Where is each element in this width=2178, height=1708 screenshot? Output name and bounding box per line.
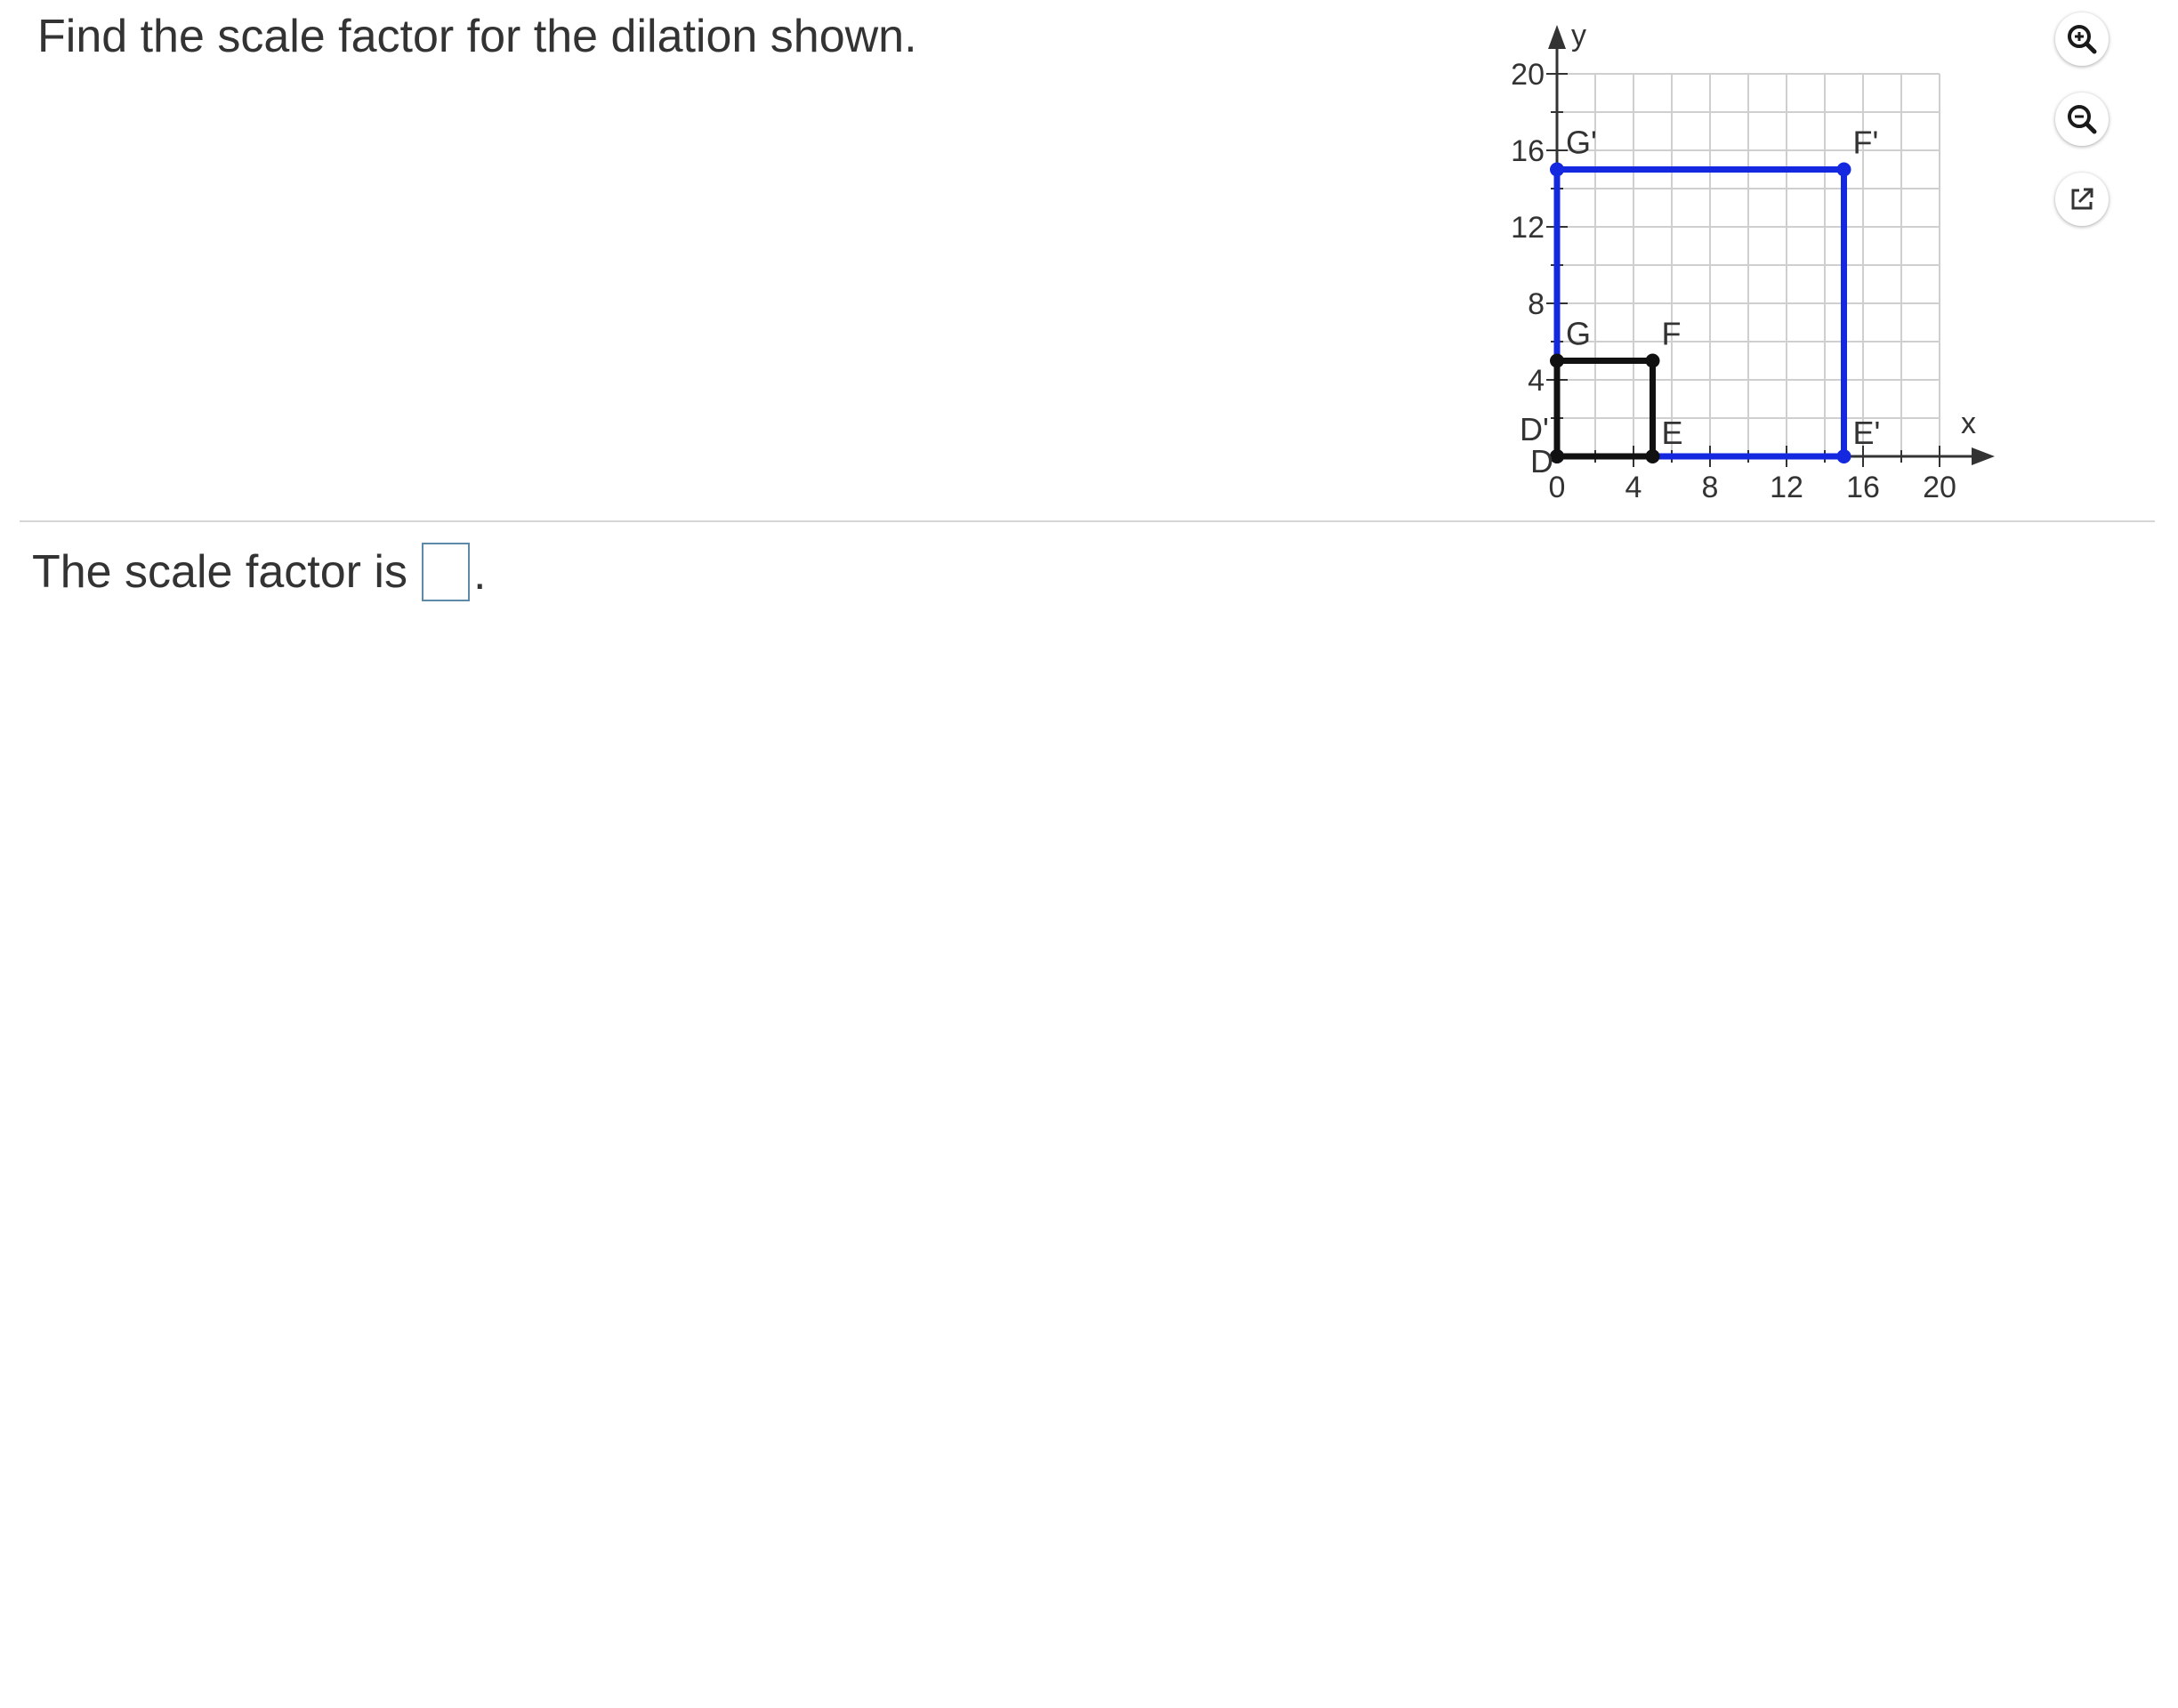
vertex-point [1550, 354, 1564, 368]
zoom-in-icon [2064, 21, 2100, 57]
labels [1511, 19, 1976, 504]
image-square [1557, 170, 1844, 457]
y-tick-label: 20 [1511, 58, 1545, 92]
popout-button[interactable] [2055, 173, 2109, 226]
vertex-point [1550, 163, 1564, 177]
zoom-in-button[interactable] [2055, 12, 2109, 66]
popout-icon [2064, 181, 2100, 217]
coordinate-plane [1468, 9, 2020, 525]
dilation-graph [1468, 9, 2020, 525]
vertex-label: F [1661, 315, 1682, 352]
axes [1548, 25, 1995, 465]
vertex-label: F' [1852, 124, 1879, 161]
original-square [1557, 361, 1653, 457]
x-tick-label: 4 [1625, 471, 1642, 504]
vertex-point [1837, 449, 1851, 463]
zoom-out-button[interactable] [2055, 93, 2109, 146]
x-tick-label: 8 [1701, 471, 1719, 504]
y-axis-arrow [1548, 25, 1566, 49]
vertex-label: G [1566, 315, 1592, 352]
x-tick-label: 16 [1846, 471, 1880, 504]
vertex-label: E' [1852, 415, 1881, 451]
y-tick-label: 16 [1511, 134, 1545, 168]
x-tick-label: 12 [1770, 471, 1803, 504]
x-axis-label: x [1961, 407, 1976, 440]
vertex-point [1646, 354, 1660, 368]
vertex-point [1646, 449, 1660, 463]
y-tick-label: 12 [1511, 211, 1545, 245]
answer-suffix: . [472, 548, 487, 600]
vertex-point [1837, 163, 1851, 177]
zoom-out-icon [2064, 101, 2100, 137]
vertex-label: D [1530, 443, 1553, 479]
answer-row [32, 543, 486, 601]
x-tick-label: 20 [1923, 471, 1956, 504]
vertex-label: D' [1520, 411, 1549, 447]
y-tick-label: 8 [1528, 287, 1545, 321]
vertex-label: E [1661, 415, 1683, 451]
question-text: Find the scale factor for the dilation shown. [37, 11, 917, 62]
x-tick-label: 0 [1548, 471, 1566, 504]
grid-lines [1557, 74, 1940, 456]
tick-marks [1546, 74, 1940, 467]
y-tick-label: 4 [1528, 364, 1545, 398]
section-divider [20, 520, 2155, 522]
answer-prefix: The scale factor is [32, 546, 407, 598]
vertex-label: G' [1566, 124, 1597, 161]
x-axis-arrow [1972, 447, 1995, 465]
y-axis-label: y [1571, 19, 1586, 52]
scale-factor-input[interactable] [422, 543, 470, 601]
